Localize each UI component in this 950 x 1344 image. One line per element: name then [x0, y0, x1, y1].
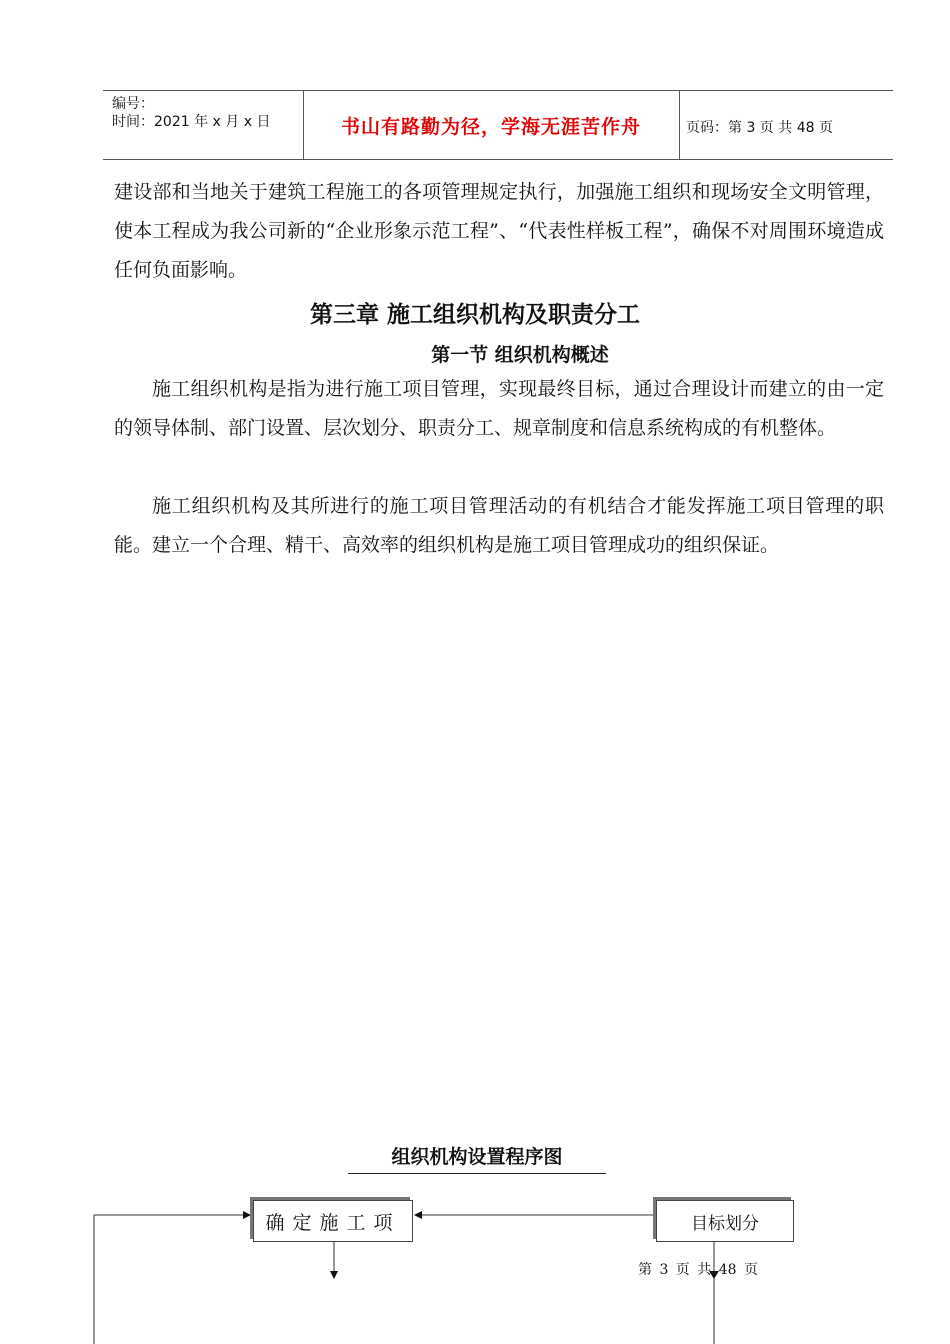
diagram-box-determine-project: 确定施工项 [253, 1200, 413, 1242]
paragraph-intro: 建设部和当地关于建筑工程施工的各项管理规定执行，加强施工组织和现场安全文明管理，使本工程成为我公司新的“企业形象示范工程”、“代表性样板工程”，确保不对周围环境造成任何负面影响。 [114, 181, 884, 281]
chapter-title: 第三章 施工组织机构及职责分工 [309, 302, 640, 328]
diagram-box-target-division: 目标划分 [656, 1200, 794, 1242]
footer-page-number: 第 3 页 共 48 页 [638, 1262, 758, 1278]
diagram-title: 组织机构设置程序图 [348, 1142, 606, 1174]
paragraph-2: 施工组织机构及其所进行的施工项目管理活动的有机结合才能发挥施工项目管理的职能。建立一个合理、精干、高效率的组织机构是施工项目管理成功的组织保证。 [114, 495, 884, 556]
section-title: 第一节 组织机构概述 [431, 344, 609, 366]
header-page-info: 页码：第 3 页 共 48 页 [686, 120, 833, 136]
time-label: 时间：2021 年 x 月 x 日 [112, 114, 271, 130]
header-motto: 书山有路勤为径，学海无涯苦作舟 [340, 115, 641, 138]
paragraph-1: 施工组织机构是指为进行施工项目管理，实现最终目标，通过合理设计而建立的由一定的领导体制、部门设置、层次划分、职责分工、规章制度和信息系统构成的有机整体。 [114, 378, 884, 439]
code-label: 编号： [112, 96, 154, 112]
connector-left-loop [94, 1215, 250, 1344]
